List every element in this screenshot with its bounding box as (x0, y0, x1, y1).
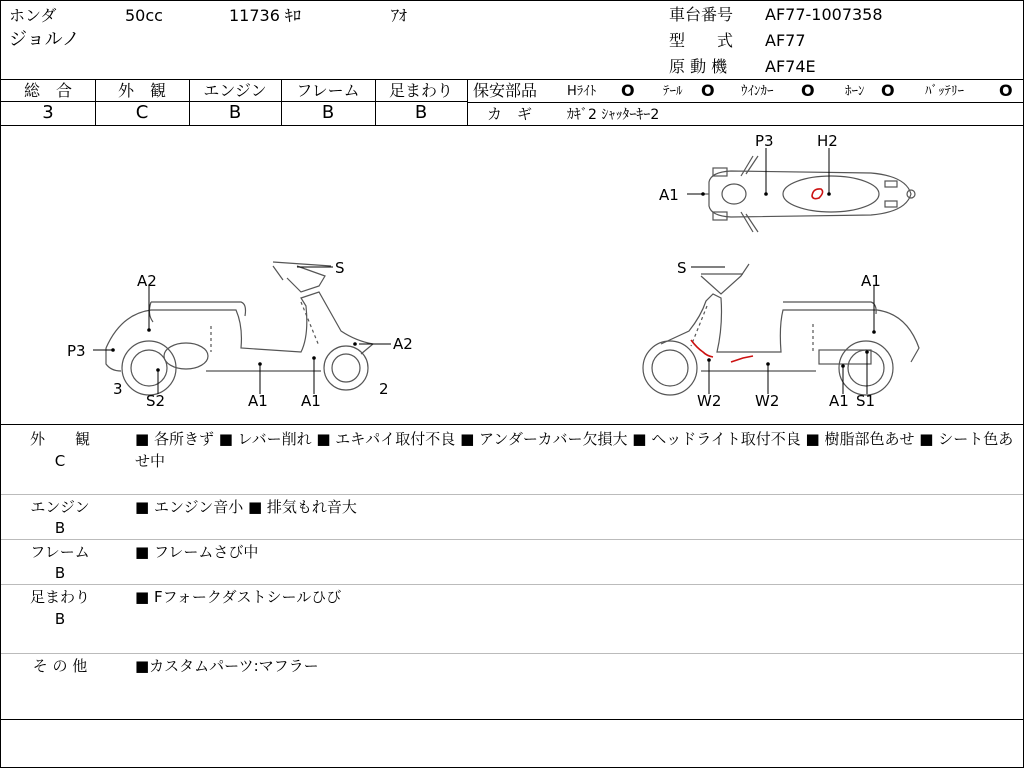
diag-left-2: 2 (379, 380, 389, 398)
grade-total: 3 (42, 102, 54, 123)
safety-item-headlight: Hﾗｲﾄ (567, 84, 597, 99)
safety-item-winker: ｳｲﾝｶｰ (741, 84, 774, 99)
engine-value: AF74E (765, 57, 816, 76)
grade-exterior: C (135, 102, 149, 123)
key-value: ｶｷﾞ2 ｼｬｯﾀｰｷｰ2 (567, 107, 660, 123)
diag-right-s: S (677, 259, 687, 277)
safety-mark-headlight: O (621, 81, 635, 100)
divider (1, 584, 1023, 585)
note-title: 外 観 (29, 430, 90, 448)
divider (1, 539, 1023, 540)
diag-left-a1-mid: A1 (248, 392, 268, 410)
safety-mark-horn: O (881, 81, 895, 100)
mileage: 11736 ｷﾛ (229, 6, 301, 25)
diag-left-p3: P3 (67, 342, 86, 360)
note-grade: B (54, 610, 66, 628)
maker: ホンダ (9, 6, 57, 25)
grade-label-exterior: 外 観 (117, 81, 166, 100)
damage-marks (691, 189, 823, 362)
scooter-damage-diagram (1, 126, 1023, 424)
key-label: カ ギ (487, 105, 533, 123)
note-title: そ の 他 (32, 657, 88, 675)
note-body: ■ Fフォークダストシールひび (135, 588, 342, 606)
model-name: ジョルノ (9, 29, 80, 50)
type-value: AF77 (765, 31, 806, 50)
safety-mark-battery: O (999, 81, 1013, 100)
engine-label: 原 動 機 (669, 57, 728, 76)
safety-item-tail: ﾃｰﾙ (663, 84, 683, 99)
grade-engine: B (228, 102, 242, 123)
diag-left-s2: S2 (146, 392, 166, 410)
note-title: エンジン (30, 498, 90, 516)
divider (1, 79, 1023, 80)
note-body: ■ フレームさび中 (135, 543, 259, 561)
note-body: ■カスタムパーツ:マフラー (135, 657, 319, 675)
frame-no: AF77-1007358 (765, 5, 883, 24)
diag-right-w2-mid: W2 (755, 392, 780, 410)
diag-top-a1: A1 (659, 186, 679, 204)
grade-frame: B (321, 102, 335, 123)
diag-top-h2: H2 (817, 132, 838, 150)
diag-right-a1-rear: A1 (829, 392, 849, 410)
note-body: ■ 各所きず ■ レバー削れ ■ エキパイ取付不良 ■ アンダーカバー欠損大 ■ ヘッドライト取付不良 ■ 樹脂部色あせ ■ シート色あせ中 (135, 430, 1014, 470)
note-grade: C (54, 452, 66, 470)
leader-dots (111, 192, 876, 372)
safety-label: 保安部品 (473, 81, 538, 100)
diag-left-a1-front: A1 (301, 392, 321, 410)
divider (1, 424, 1023, 425)
divider (1, 719, 1023, 720)
leader-lines (93, 148, 874, 394)
color: ｱｵ (391, 6, 408, 25)
diag-right-a1-top: A1 (861, 272, 881, 290)
diag-left-a2-front: A2 (393, 335, 413, 353)
displacement: 50cc (125, 6, 163, 25)
diag-left-s: S (335, 259, 345, 277)
grade-label-frame: フレーム (296, 81, 360, 100)
diag-top-p3: P3 (755, 132, 774, 150)
note-title: 足まわり (29, 588, 90, 606)
note-grade: B (54, 519, 66, 537)
grade-suspension: B (414, 102, 428, 123)
scooter-top-view (701, 156, 915, 232)
safety-item-horn: ﾎｰﾝ (845, 84, 865, 99)
divider (467, 102, 1023, 103)
note-title: フレーム (30, 543, 90, 561)
safety-mark-winker: O (801, 81, 815, 100)
note-body: ■ エンジン音小 ■ 排気もれ音大 (135, 498, 357, 516)
frame-no-label: 車台番号 (669, 5, 734, 24)
safety-mark-tail: O (701, 81, 715, 100)
diag-right-s1: S1 (856, 392, 876, 410)
type-label: 型 式 (669, 31, 734, 50)
safety-item-battery: ﾊﾞｯﾃﾘｰ (925, 84, 964, 99)
divider (1, 494, 1023, 495)
grade-label-total: 総 合 (23, 81, 72, 100)
diag-right-w2-front: W2 (697, 392, 722, 410)
diag-left-3: 3 (113, 380, 123, 398)
diag-left-a2-top: A2 (137, 272, 157, 290)
divider (1, 653, 1023, 654)
note-grade: B (54, 564, 66, 582)
grade-label-suspension: 足まわり (388, 81, 453, 100)
grade-label-engine: エンジン (203, 81, 267, 100)
